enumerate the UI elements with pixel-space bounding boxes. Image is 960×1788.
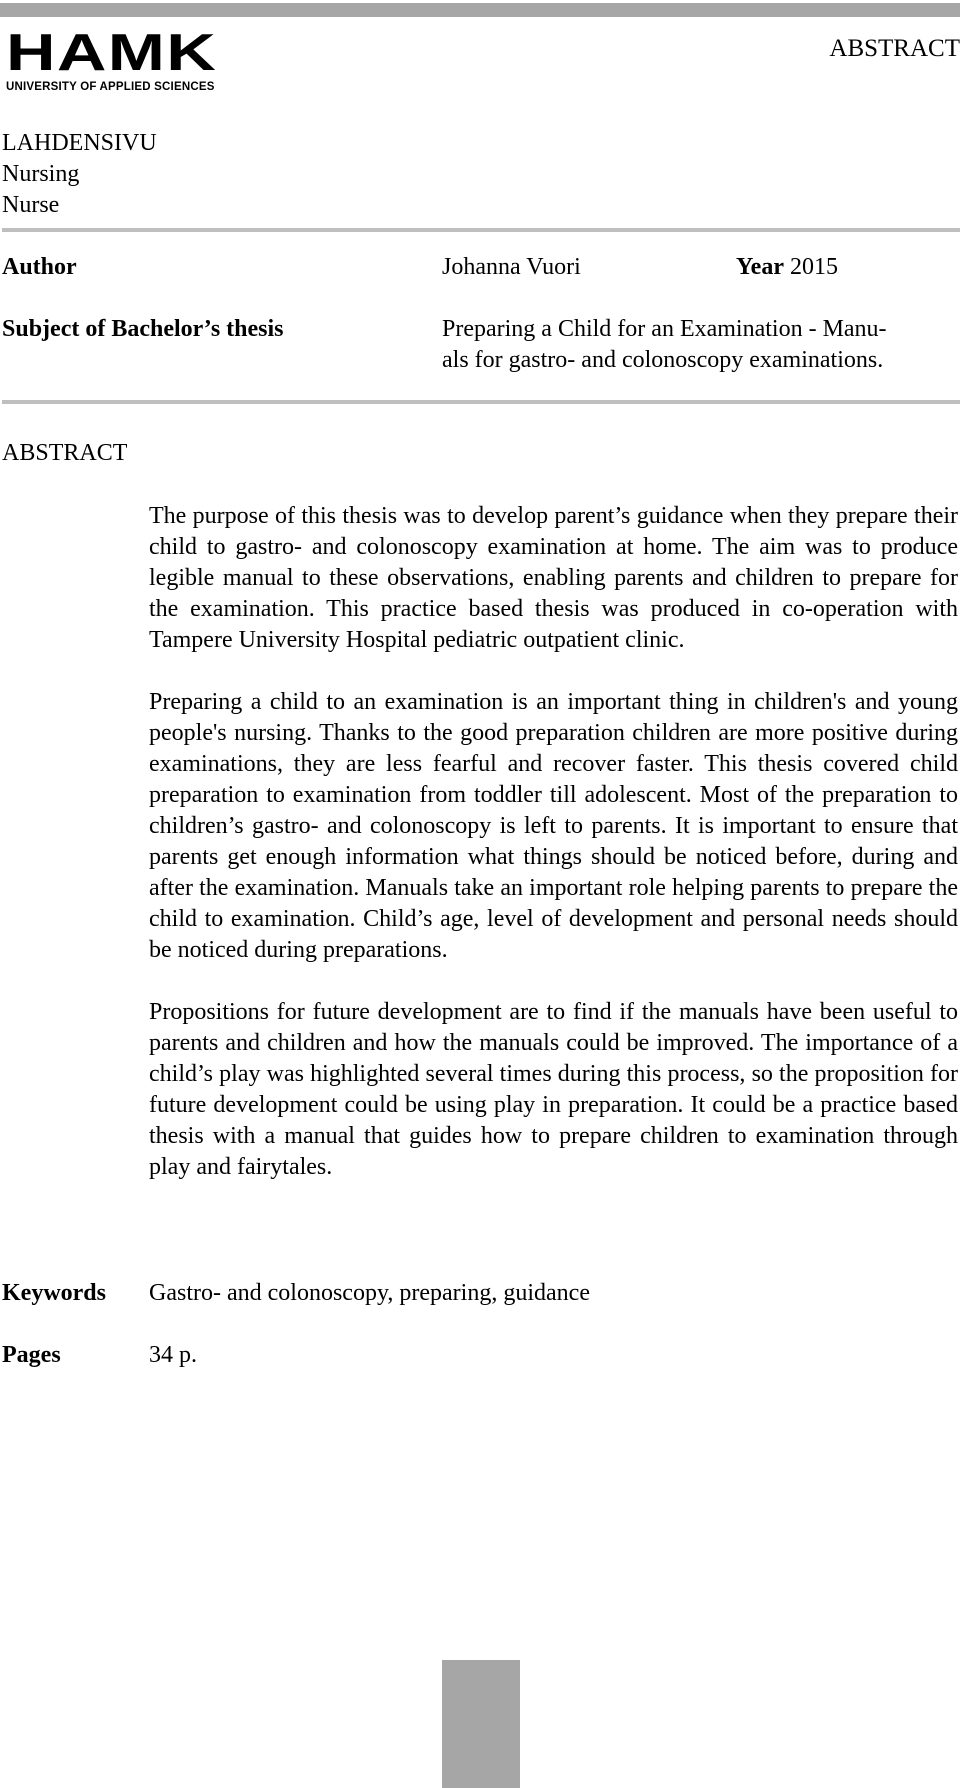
faculty-block xyxy=(2,128,157,221)
section-divider xyxy=(2,228,960,232)
abstract-paragraph: Preparing a child to an examination is an important thing in children's and young people's nursing. Thanks to the good preparation children are more positive during examinations, they are less fearful and recover faster. This thesis covered child preparation to examination from toddler till adolescent. Most of the preparation to children’s gastro- and colonoscopy is left to parents. It is important to ensure that parents get enough information what things should be noticed before, during and after the examination. Manuals take an important role helping parents to prepare the child to examination. Child’s age, level of development and personal needs should be noticed during preparations. xyxy=(149,689,958,963)
logo-subtitle: UNIVERSITY OF APPLIED SCIENCES xyxy=(6,81,215,93)
keywords-value: Gastro- and colonoscopy, preparing, guidance xyxy=(149,1280,590,1306)
hamk-logo xyxy=(6,24,246,94)
pages-value: 34 p. xyxy=(149,1342,197,1368)
subject-label: Subject of Bachelor’s thesis xyxy=(2,316,284,342)
degree-programme: Nursing xyxy=(2,161,80,187)
year-field xyxy=(736,252,838,283)
abstract-heading: ABSTRACT xyxy=(2,440,128,466)
subject-line: Preparing a Child for an Examination - Manu- xyxy=(442,316,887,342)
subject-line: als for gastro- and colonoscopy examinations. xyxy=(442,347,884,373)
document-type: ABSTRACT xyxy=(829,35,960,62)
abstract-paragraph: Propositions for future development are to find if the manuals have been useful to parents and children and how the manuals could be improved. The importance of a child’s play was highlighted several times during this process, so the proposition for future development could be using play in preparation. It could be a practice based thesis with a manual that guides how to prepare children to examination through play and fairytales. xyxy=(149,999,958,1180)
top-rule xyxy=(0,3,960,17)
abstract-paragraph: The purpose of this thesis was to develop parent’s guidance when they prepare their child to gastro- and colonoscopy examination at home. The aim was to produce legible manual to these observations, enabling parents and children to prepare for the examination. This practice based thesis was produced in co-operation with Tampere University Hospital pediatric outpatient clinic. xyxy=(149,503,958,653)
qualification: Nurse xyxy=(2,192,60,218)
logo-wordmark: HAMK xyxy=(6,24,218,82)
author-label: Author xyxy=(2,254,77,280)
section-divider xyxy=(2,400,960,404)
author-value: Johanna Vuori xyxy=(442,254,581,280)
year-label: Year xyxy=(736,254,784,280)
page-number-tab xyxy=(442,1660,520,1788)
keywords-label: Keywords xyxy=(2,1280,106,1306)
subject-value xyxy=(442,314,942,376)
unit-name: LAHDENSIVU xyxy=(2,130,157,156)
year-value: 2015 xyxy=(789,254,838,280)
pages-label: Pages xyxy=(2,1342,61,1368)
abstract-body xyxy=(149,501,958,1183)
